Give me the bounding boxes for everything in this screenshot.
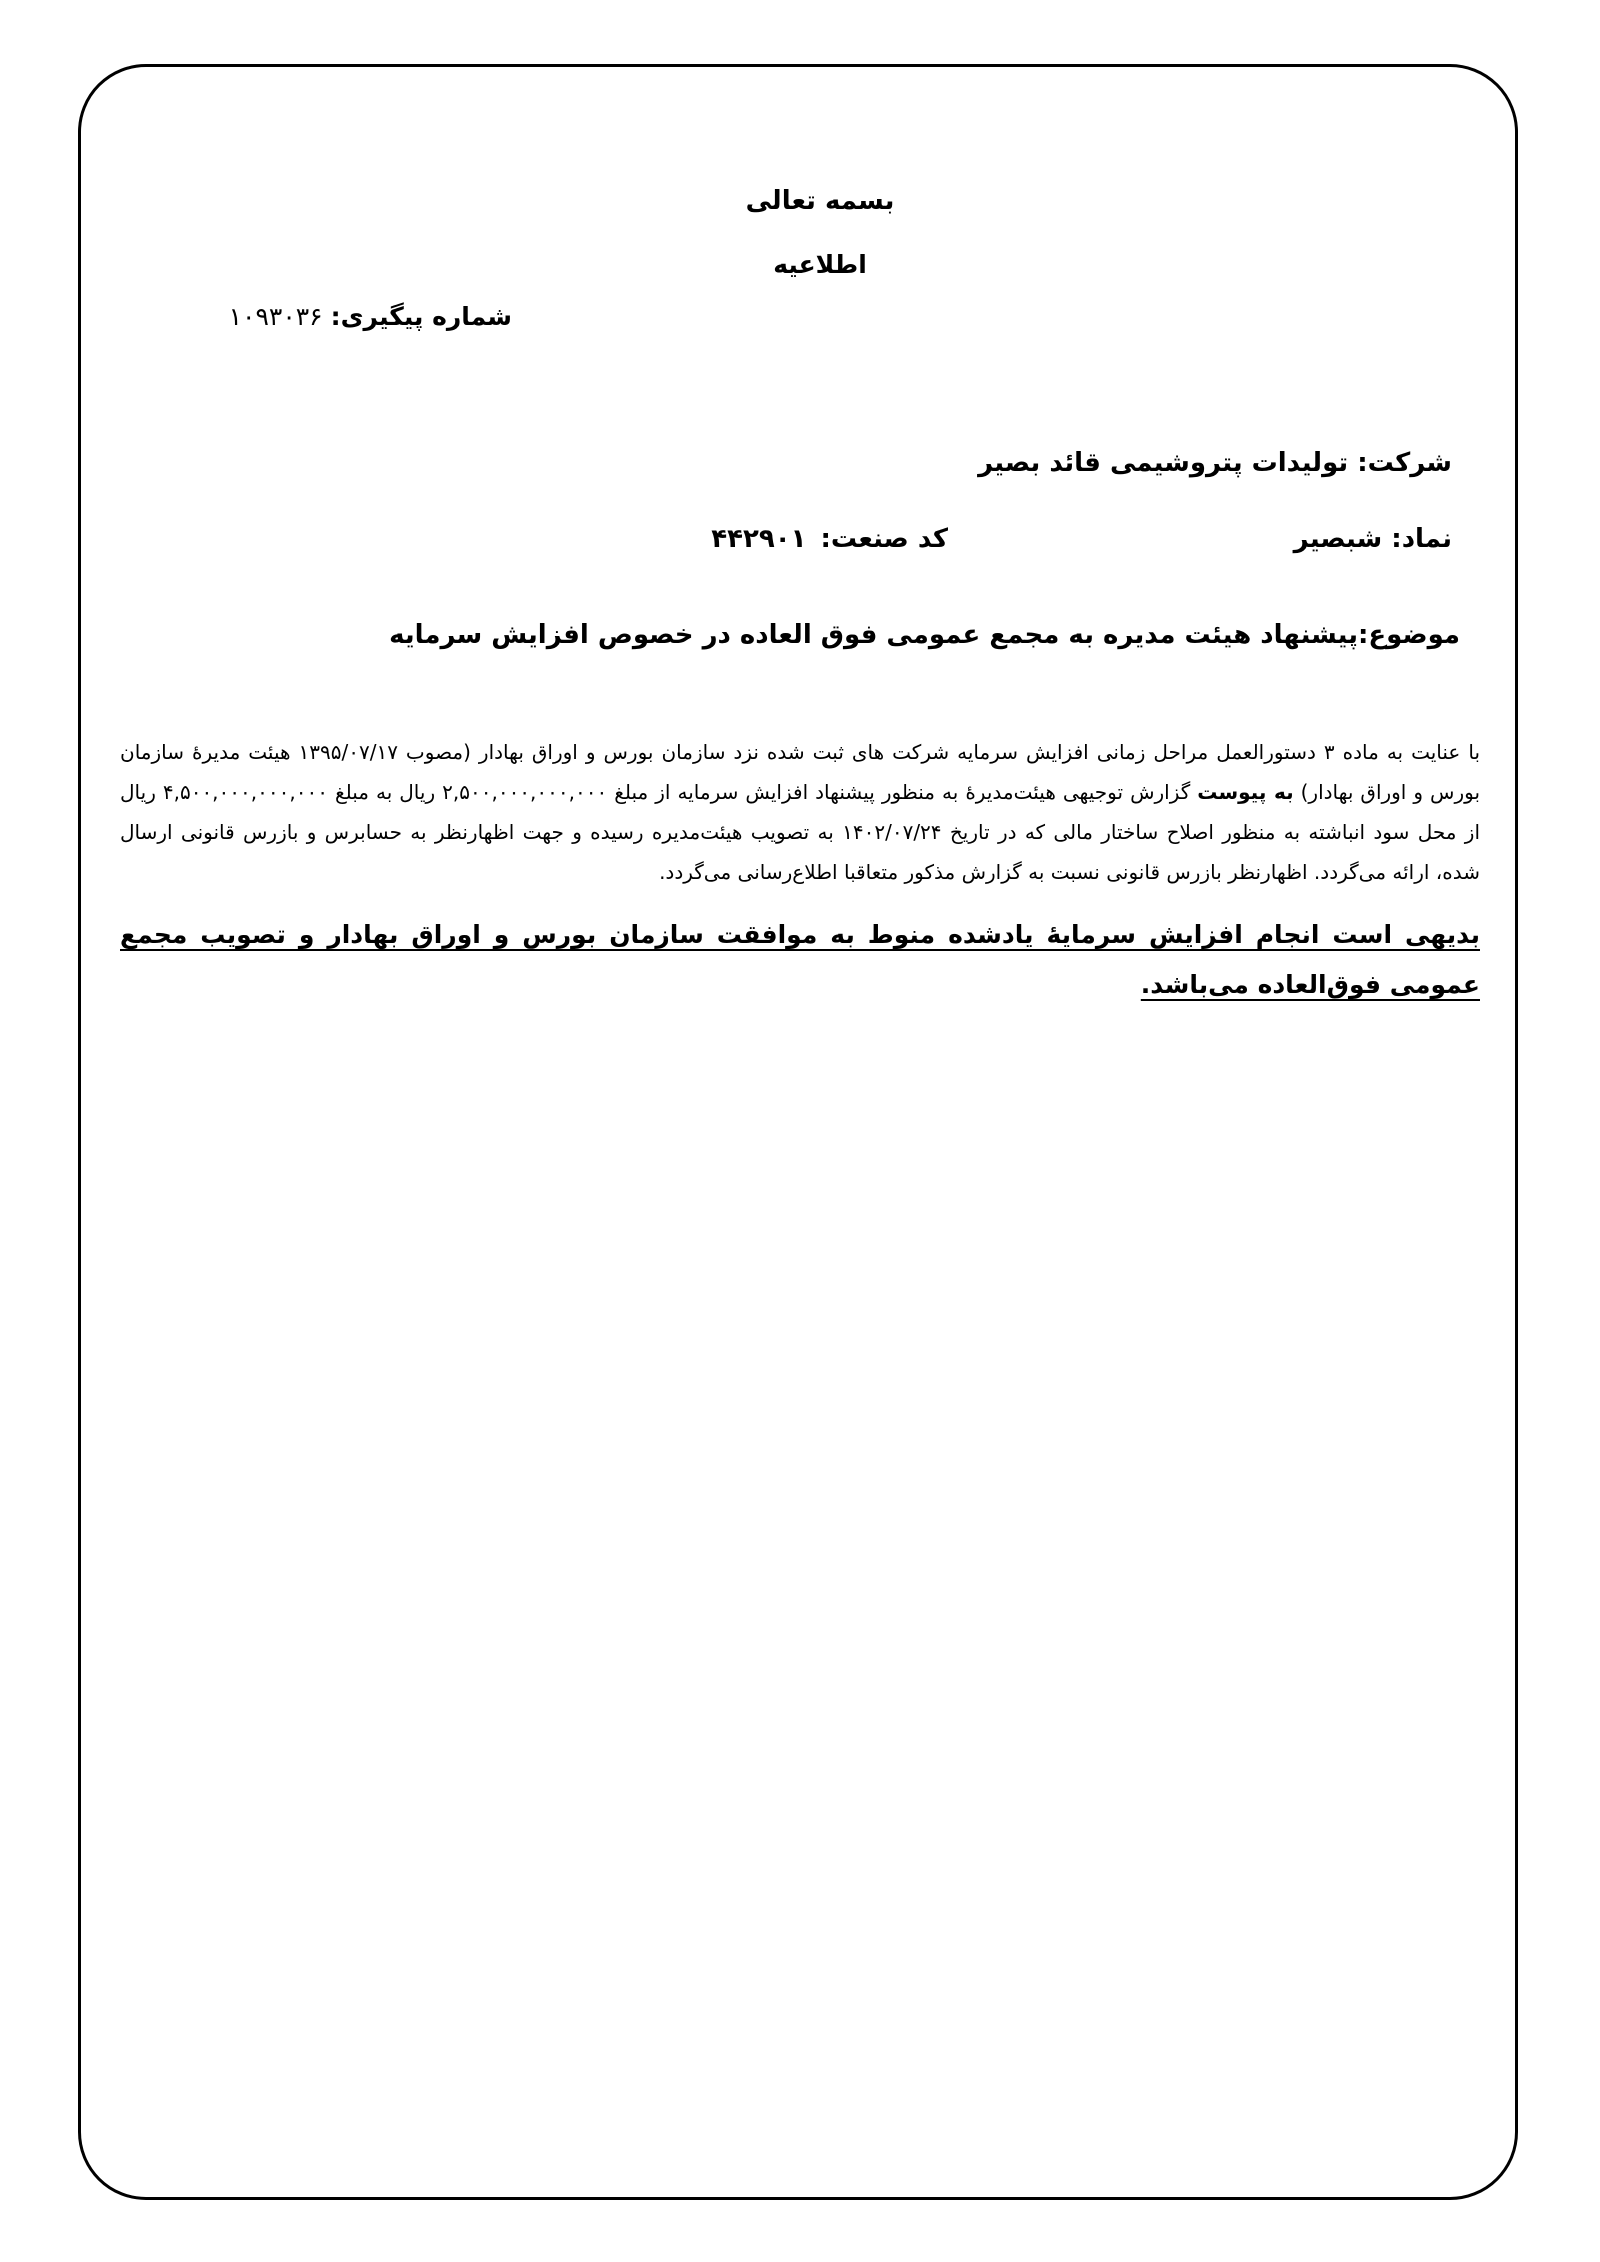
body-paragraph bbox=[120, 732, 1480, 892]
company-label: شرکت: bbox=[1357, 448, 1452, 478]
industry-code-value: ۴۴۲۹۰۱ bbox=[711, 524, 807, 554]
tracking-number bbox=[229, 302, 512, 331]
conclusion-paragraph: بدیهی است انجام افزایش سرمایۀ یادشده منوط به موافقت سازمان بورس و اوراق بهادار و تصویب مجمع عمومی فوق‌العاده می‌باشد. bbox=[120, 920, 1480, 999]
symbol-line bbox=[1294, 524, 1452, 554]
industry-code-label: کد صنعت: bbox=[820, 524, 948, 554]
page-border bbox=[78, 64, 1518, 2200]
tracking-value: ۱۰۹۳۰۳۶ bbox=[228, 302, 323, 331]
symbol-value: شبصیر bbox=[1293, 524, 1383, 554]
body-part-1: با عنایت به ماده ۳ دستورالعمل مراحل زمانی افزایش سرمایه شرکت های ثبت شده نزد سازمان بورس و اوراق بهادار (مصوب ۱۳۹۵/۰۷/۱۷ هیئت مدیرۀ سازمان بورس و اوراق بهادار) bbox=[120, 740, 1481, 804]
header-bismillah: بسمه تعالی bbox=[745, 186, 895, 216]
page-title: اطلاعیه bbox=[773, 250, 867, 279]
company-name: تولیدات پتروشیمی قائد بصیر bbox=[978, 448, 1349, 478]
subject-text: پیشنهاد هیئت مدیره به مجمع عمومی فوق العاده در خصوص افزایش سرمایه bbox=[389, 620, 1359, 650]
company-line bbox=[978, 448, 1452, 478]
subject-line bbox=[389, 620, 1460, 650]
attachment-note: به پیوست bbox=[1197, 780, 1294, 804]
industry-code-line bbox=[711, 524, 948, 554]
symbol-label: نماد: bbox=[1391, 524, 1452, 554]
body-part-2: گزارش توجیهی هیئت‌مدیرۀ به منظور پیشنهاد افزایش سرمایه از مبلغ ۲,۵۰۰,۰۰۰,۰۰۰,۰۰۰ ریال به مبلغ ۴,۵۰۰,۰۰۰,۰۰۰,۰۰۰ ریال از محل سود انباشته به منظور اصلاح ساختار مالی که در تاریخ ۱۴۰۲/۰۷/۲۴ به تصویب هیئت‌مدیره رسیده و جهت اظهارنظر به حسابرس و بازرس قانونی ارسال شده، ارائه می‌گردد. اظهارنظر بازرس قانونی نسبت به گزارش مذکور متعاقبا اطلاع‌رسانی می‌گردد. bbox=[120, 780, 1481, 884]
subject-label: موضوع: bbox=[1358, 620, 1460, 650]
tracking-label: شماره پیگیری: bbox=[330, 302, 512, 331]
